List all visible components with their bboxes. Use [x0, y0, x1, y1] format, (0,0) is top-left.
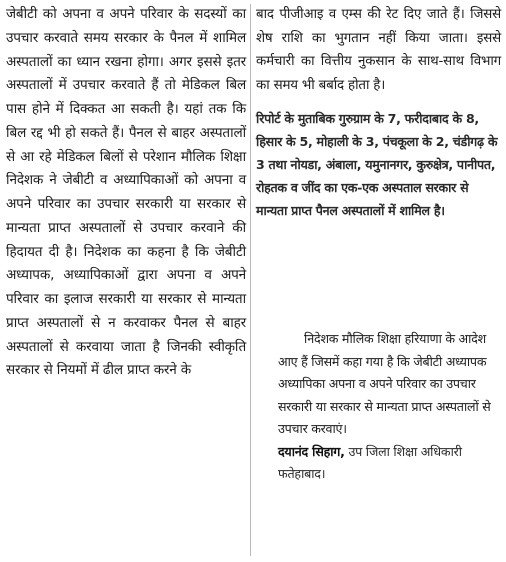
article-body-left: जेबीटी को अपना व अपने परिवार के सदस्यों का उपचार करवाते समय सरकार के पैनल में शामिल अस्पतालों का ध्यान रखना होगा। अगर इससे इतर अस्पतालों में उपचार करवाते हैं तो मेडिकल बिल पास होने में दिक्कत आ सकती है। यहां तक कि बिल रद्द भी हो सकते हैं। पैनल से बाहर अस्पतालों से आ रहे मेडिकल बिलों से परेशान मौलिक शिक्षा निदेशक ने जेबीटी व अध्यापिकाओं को अपना व अपने परिवार का उपचार सरकारी या सरकार से मान्यता प्राप्त अस्पतालों से उपचार करवाने की हिदायत दी है। निदेशक का कहना है कि जेबीटी अध्यापक, अध्यापिकाओं द्वारा अपना व अपने परिवार का इलाज सरकारी या सरकार से मान्यता प्राप्त अस्पतालों से न करवाकर पैनल से बाहर अस्पतालों से करवाया जाता है जिनकी स्वीकृति सरकार से नियमों में ढील प्राप्त करने के — [6, 6, 246, 379]
quote-author: दयानंद सिहाग, — [278, 443, 345, 459]
quote-author-title: उप जिला शिक्षा अधिकारी फतेहाबाद। — [278, 443, 462, 481]
official-quote — [278, 328, 500, 486]
column-divider — [250, 4, 251, 556]
article-body-right-1: बाद पीजीआइ व एम्स की रेट दिए जाते हैं। जिससे शेष राशि का भुगतान नहीं किया जाता। इससे कर्मचारी का वित्तीय नुकसान के साथ-साथ विभाग का समय भी बर्बाद होता है। — [256, 7, 501, 93]
article-body-right-2: रिपोर्ट के मुताबिक गुरुग्राम के 7, फरीदाबाद के 8, हिसार के 5, मोहाली के 3, पंचकूला के 2, चंडीगढ़ के 3 तथा नोयडा, अंबाला, यमुनानगर, कुरुक्षेत्र, पानीपत, रोहतक व जींद का एक-एक अस्पताल सरकार से मान्यता प्राप्त पैनल अस्पतालों में शामिल है। — [256, 111, 498, 218]
article-left-column — [6, 3, 246, 383]
quote-attribution — [278, 441, 500, 486]
article-right-column — [256, 3, 501, 222]
quote-text: निदेशक मौलिक शिक्षा हरियाणा के आदेश आए हैं जिसमें कहा गया है कि जेबीटी अध्यापक अध्यापिका अपना व अपने परिवार का उपचार सरकारी या सरकार से मान्यता प्राप्त अस्पतालों से उपचार करवाएं। — [278, 331, 491, 436]
